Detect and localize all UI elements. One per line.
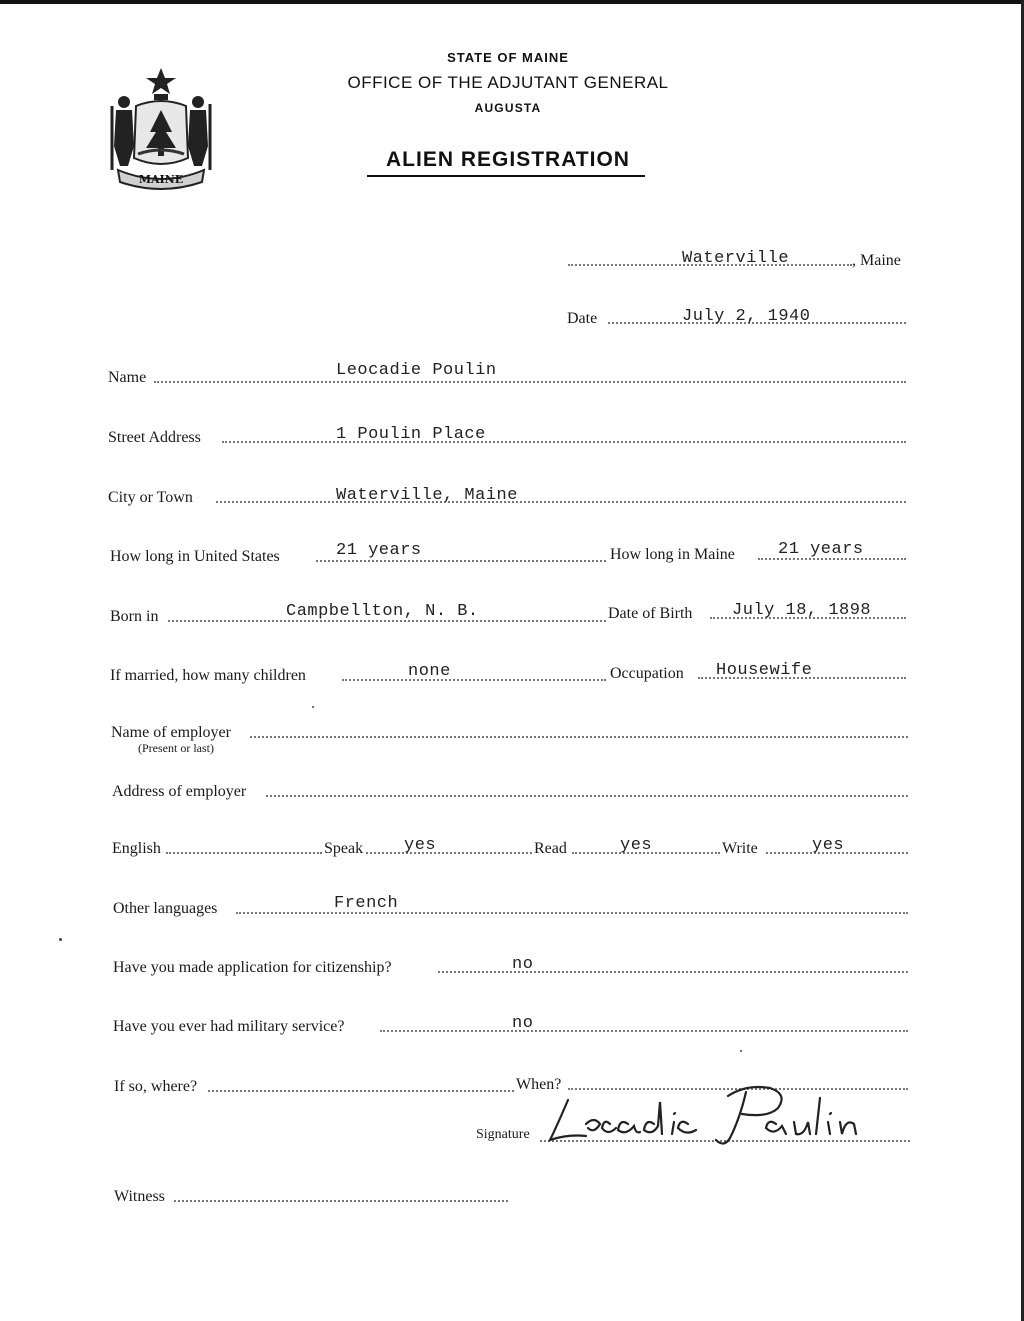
maine-duration-label: How long in Maine xyxy=(610,546,735,563)
read-label: Read xyxy=(534,840,567,857)
speak-label: Speak xyxy=(324,840,364,857)
children-value: none xyxy=(408,662,451,681)
occupation-label: Occupation xyxy=(610,665,684,682)
scan-speck xyxy=(59,938,62,941)
header-state: STATE OF MAINE xyxy=(447,50,569,65)
dob-label: Date of Birth xyxy=(608,605,693,622)
name-value: Leocadie Poulin xyxy=(336,361,497,380)
us-duration-value: 21 years xyxy=(336,541,422,560)
date-value: July 2, 1940 xyxy=(682,307,811,326)
us-duration-label: How long in United States xyxy=(110,548,280,565)
occupation-value: Housewife xyxy=(716,661,813,680)
seal-banner-text: MAINE xyxy=(138,173,184,186)
scan-speck xyxy=(740,1050,742,1052)
scan-speck xyxy=(312,706,314,708)
employer-address-label: Address of employer xyxy=(112,783,247,800)
employer-label: Name of employer xyxy=(111,724,231,741)
write-value: yes xyxy=(812,836,845,855)
location-state-label: , Maine xyxy=(852,252,901,269)
military-label: Have you ever had military service? xyxy=(113,1018,345,1035)
english-label: English xyxy=(112,840,161,857)
title-underline xyxy=(367,175,645,177)
military-value: no xyxy=(512,1014,534,1033)
where-label: If so, where? xyxy=(114,1078,198,1095)
born-label: Born in xyxy=(110,608,159,625)
speak-value: yes xyxy=(404,836,437,855)
when-label: When? xyxy=(516,1076,562,1093)
other-languages-label: Other languages xyxy=(113,900,218,917)
name-label: Name xyxy=(108,369,147,386)
street-label: Street Address xyxy=(108,429,201,446)
street-value: 1 Poulin Place xyxy=(336,425,486,444)
signature-label: Signature xyxy=(476,1127,530,1142)
dob-value: July 18, 1898 xyxy=(732,601,872,620)
form-title: ALIEN REGISTRATION xyxy=(386,148,630,171)
location-city-value: Waterville xyxy=(682,249,790,268)
header-office: OFFICE OF THE ADJUTANT GENERAL xyxy=(347,73,669,92)
employer-sublabel: (Present or last) xyxy=(138,741,214,755)
other-languages-value: French xyxy=(334,894,399,913)
children-label: If married, how many children xyxy=(110,667,306,684)
city-town-value: Waterville, Maine xyxy=(336,486,518,505)
citizenship-label: Have you made application for citizenship? xyxy=(113,959,392,976)
citizenship-value: no xyxy=(512,955,534,974)
scan-border-top xyxy=(0,0,1024,4)
witness-label: Witness xyxy=(114,1188,165,1205)
born-value: Campbellton, N. B. xyxy=(286,602,479,621)
write-label: Write xyxy=(722,840,758,857)
city-town-label: City or Town xyxy=(108,489,193,506)
header-city: AUGUSTA xyxy=(474,101,542,115)
handwritten-signature xyxy=(528,1078,868,1156)
maine-duration-value: 21 years xyxy=(778,540,864,559)
date-label: Date xyxy=(567,310,598,327)
read-value: yes xyxy=(620,836,653,855)
